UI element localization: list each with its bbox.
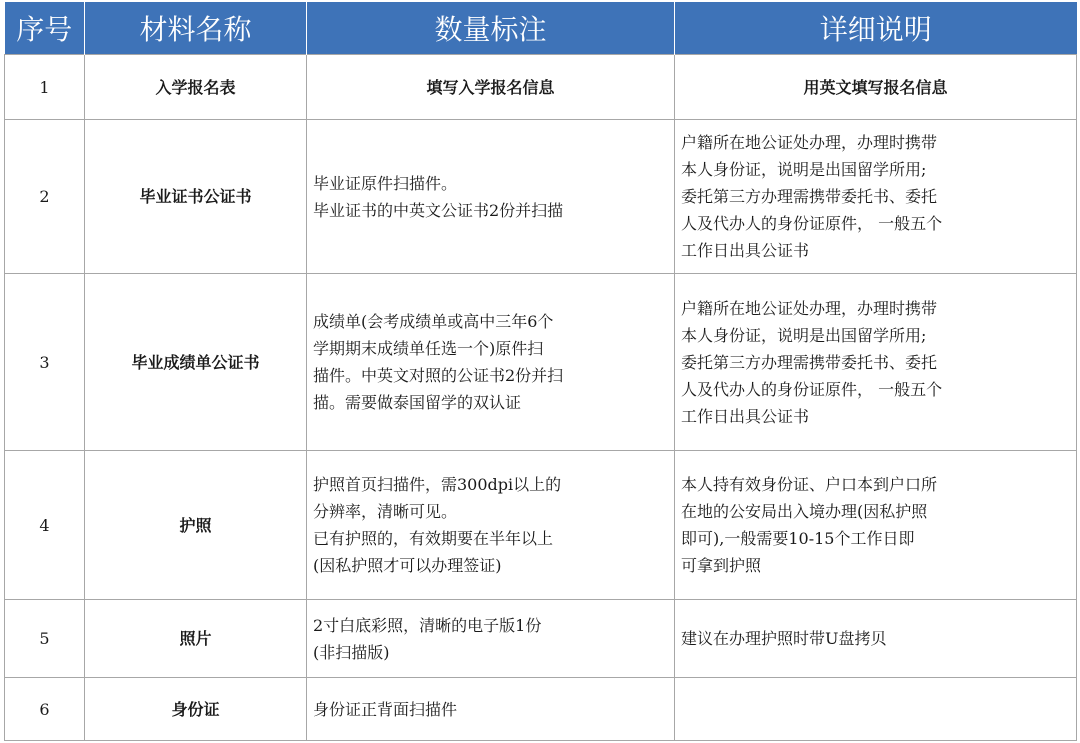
detail-line: 建议在办理护照时带U盘拷贝 (681, 629, 887, 648)
detail-note (675, 120, 1077, 274)
quantity-note (307, 451, 675, 600)
quantity-note (307, 274, 675, 451)
detail-line: 本人身份证，说明是出国留学所用; (681, 325, 927, 345)
detail-line: 本人持有效身份证、户口本到户口所 (681, 475, 938, 494)
row-number: 1 (5, 55, 85, 120)
material-name: 身份证 (85, 678, 307, 741)
quantity-line: 毕业证原件扫描件。 (313, 173, 458, 193)
detail-line: 人及代办人的身份证原件， 一般五个 (681, 379, 943, 399)
detail-line: 用英文填写报名信息 (803, 77, 948, 97)
row-number: 2 (5, 120, 85, 274)
header-no: 序号 (5, 2, 85, 55)
quantity-line: 分辨率，清晰可见。 (313, 502, 458, 521)
header-detail: 详细说明 (675, 2, 1077, 55)
detail-note-empty (675, 678, 1077, 741)
quantity-line: 学期期末成绩单任选一个)原件扫 (313, 339, 544, 358)
detail-note (675, 600, 1077, 678)
quantity-line: 2寸白底彩照，清晰的电子版1份 (313, 615, 542, 635)
quantity-line: 毕业证书的中英文公证书2份并扫描 (313, 200, 564, 220)
detail-line: 在地的公安局出入境办理(因私护照 (681, 502, 928, 521)
table-row (5, 274, 1077, 451)
detail-line: 人及代办人的身份证原件， 一般五个 (681, 214, 943, 233)
material-name: 毕业证书公证书 (85, 120, 307, 274)
row-number: 3 (5, 274, 85, 451)
quantity-line: 身份证正背面扫描件 (313, 699, 458, 719)
row-number: 4 (5, 451, 85, 600)
detail-note (675, 274, 1077, 451)
header-material-name: 材料名称 (85, 2, 307, 55)
quantity-line: (因私护照才可以办理签证) (313, 556, 502, 575)
quantity-note (307, 600, 675, 678)
detail-line: 即可),一般需要10-15个工作日即 (681, 529, 915, 548)
quantity-line: (非扫描版) (313, 642, 390, 662)
table-row (5, 55, 1077, 120)
detail-line: 工作日出具公证书 (681, 241, 810, 260)
table-row (5, 120, 1077, 274)
row-number: 6 (5, 678, 85, 741)
quantity-line: 描。需要做泰国留学的双认证 (313, 393, 522, 412)
quantity-note (307, 678, 675, 741)
table-row (5, 451, 1077, 600)
quantity-line: 描件。中英文对照的公证书2份并扫 (313, 366, 564, 385)
quantity-line: 护照首页扫描件，需300dpi以上的 (313, 475, 562, 494)
detail-note (675, 55, 1077, 120)
detail-note (675, 451, 1077, 600)
row-number: 5 (5, 600, 85, 678)
detail-line: 可拿到护照 (681, 556, 762, 575)
table-row (5, 678, 1077, 741)
detail-line: 户籍所在地公证处办理，办理时携带 (681, 133, 938, 152)
detail-line: 委托第三方办理需携带委托书、委托 (681, 352, 938, 372)
detail-line: 委托第三方办理需携带委托书、委托 (681, 187, 938, 206)
header-row (5, 2, 1077, 55)
material-name: 护照 (85, 451, 307, 600)
material-name: 毕业成绩单公证书 (85, 274, 307, 451)
material-name: 入学报名表 (85, 55, 307, 120)
detail-line: 本人身份证，说明是出国留学所用; (681, 160, 927, 179)
materials-table (4, 2, 1077, 741)
quantity-note (307, 55, 675, 120)
quantity-note (307, 120, 675, 274)
material-name: 照片 (85, 600, 307, 678)
quantity-line: 已有护照的，有效期要在半年以上 (313, 529, 554, 548)
table-row (5, 600, 1077, 678)
detail-line: 工作日出具公证书 (681, 406, 810, 426)
header-quantity-note: 数量标注 (307, 2, 675, 55)
quantity-line: 成绩单(会考成绩单或高中三年6个 (313, 312, 554, 331)
detail-line: 户籍所在地公证处办理，办理时携带 (681, 298, 938, 318)
quantity-line: 填写入学报名信息 (426, 77, 555, 97)
